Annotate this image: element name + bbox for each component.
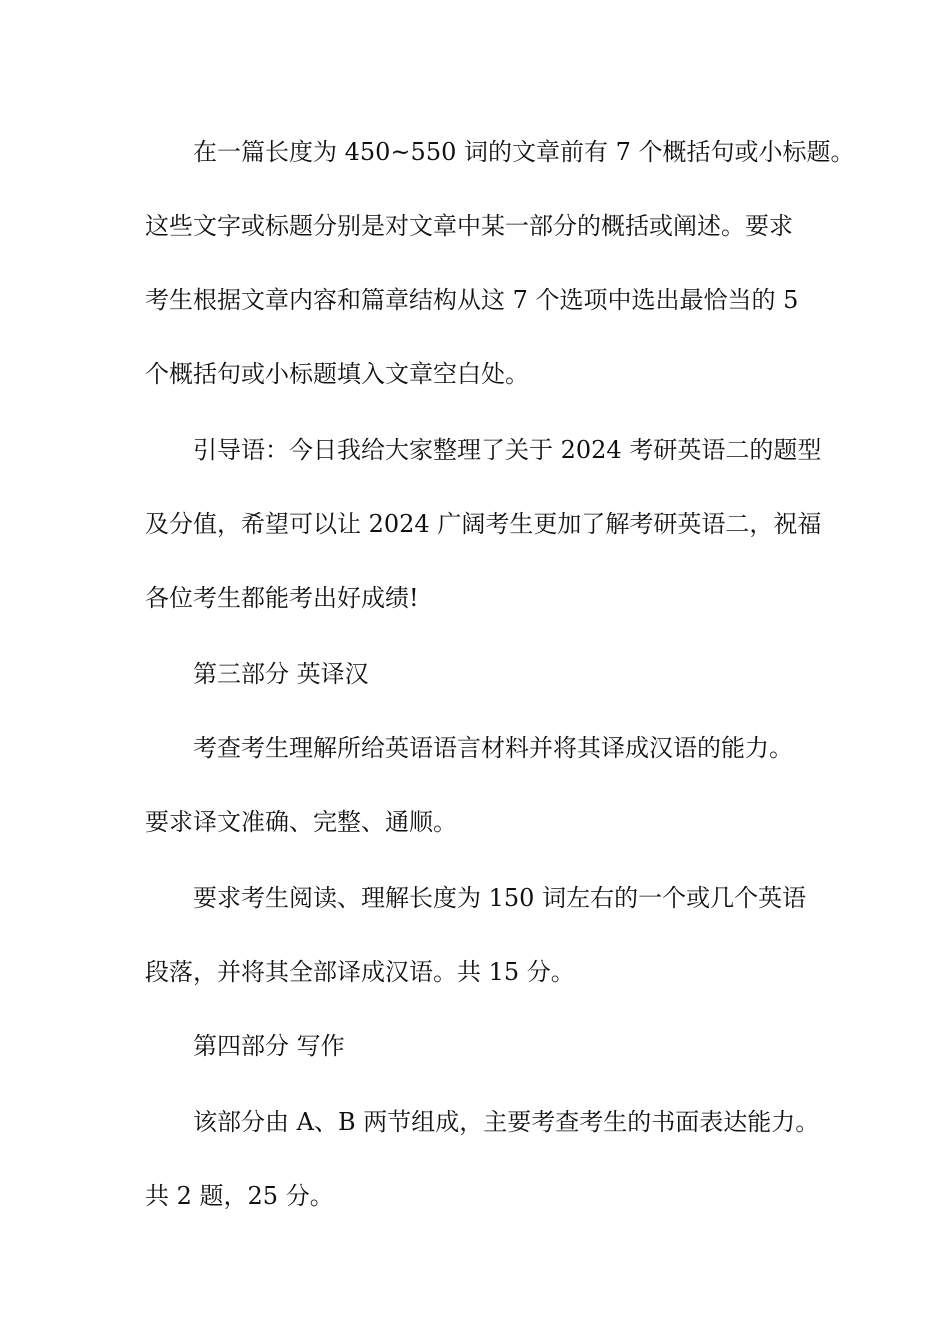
paragraph-5-line-1: 该部分由 A、B 两节组成，主要考查考生的书面表达能力。 [193, 1108, 820, 1136]
paragraph-3-line-1: 考查考生理解所给英语语言材料并将其译成汉语的能力。 [193, 734, 793, 762]
paragraph-5-line-2: 共 2 题，25 分。 [145, 1182, 334, 1210]
section-heading-part-four: 第四部分 写作 [193, 1032, 345, 1060]
paragraph-4-line-2: 段落，并将其全部译成汉语。共 15 分。 [145, 958, 575, 986]
section-heading-part-three: 第三部分 英译汉 [193, 660, 369, 688]
paragraph-2-line-3: 各位考生都能考出好成绩! [145, 584, 419, 612]
paragraph-1-line-4: 个概括句或小标题填入文章空白处。 [145, 360, 529, 388]
paragraph-1-line-3: 考生根据文章内容和篇章结构从这 7 个选项中选出最恰当的 5 [145, 286, 799, 314]
paragraph-1-line-2: 这些文字或标题分别是对文章中某一部分的概括或阐述。要求 [145, 212, 793, 240]
paragraph-3-line-2: 要求译文准确、完整、通顺。 [145, 808, 457, 836]
paragraph-2-line-2: 及分值，希望可以让 2024 广阔考生更加了解考研英语二，祝福 [145, 510, 822, 538]
paragraph-1-line-1: 在一篇长度为 450~550 词的文章前有 7 个概括句或小标题。 [193, 138, 855, 166]
paragraph-4-line-1: 要求考生阅读、理解长度为 150 词左右的一个或几个英语 [193, 884, 807, 912]
paragraph-2-line-1: 引导语：今日我给大家整理了关于 2024 考研英语二的题型 [193, 436, 822, 464]
